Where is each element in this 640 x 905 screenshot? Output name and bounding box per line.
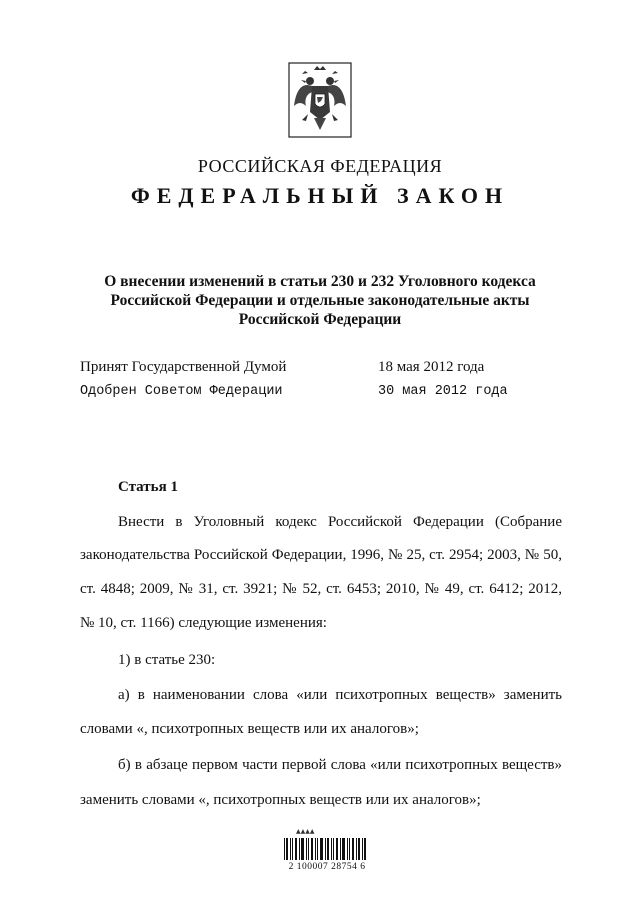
law-title-line: Российской Федерации и отдельные законодательные акты	[110, 292, 530, 309]
paragraph-line: ст. 4848; 2009, № 31, ст. 3921; № 52, ст. 6453; 2010, № 49, ст. 6412; 2012,	[80, 581, 562, 597]
paragraph-line: б) в абзаце первом части первой слова «или психотропных веществ»	[118, 757, 562, 773]
paragraph-line: № 10, ст. 1166) следующие изменения:	[80, 615, 327, 631]
country-name: РОССИЙСКАЯ ФЕДЕРАЦИЯ	[197, 156, 443, 176]
paragraph-line: законодательства Российской Федерации, 1996, № 25, ст. 2954; 2003, № 50,	[80, 547, 562, 563]
list-item: 1) в статье 230:	[118, 652, 216, 668]
council-approval-date: 30 мая 2012 года	[378, 384, 508, 399]
law-type-heading: ФЕДЕРАЛЬНЫЙ ЗАКОН	[130, 183, 510, 208]
duma-adoption-date: 18 мая 2012 года	[378, 359, 485, 375]
paragraph-line: словами «, психотропных веществ или их аналогов»;	[80, 721, 419, 737]
article-heading: Статья 1	[118, 479, 178, 495]
barcode-number: 2 100007 28754 6	[288, 862, 366, 872]
paragraph-line: а) в наименовании слова «или психотропных веществ» заменить	[118, 687, 562, 703]
law-title-line: О внесении изменений в статьи 230 и 232 Уголовного кодекса	[104, 273, 536, 290]
paragraph-line: заменить словами «, психотропных веществ или их аналогов»;	[80, 792, 481, 808]
paragraph-line: Внести в Уголовный кодекс Российской Федерации (Собрание	[118, 514, 562, 530]
coat-of-arms-icon	[288, 62, 352, 138]
council-approval-label: Одобрен Советом Федерации	[80, 384, 283, 399]
duma-adoption-label: Принят Государственной Думой	[80, 359, 287, 375]
law-title-line: Российской Федерации	[238, 311, 402, 328]
svg-text:▲▲▲▲: ▲▲▲▲	[296, 828, 315, 835]
law-title	[60, 272, 580, 329]
